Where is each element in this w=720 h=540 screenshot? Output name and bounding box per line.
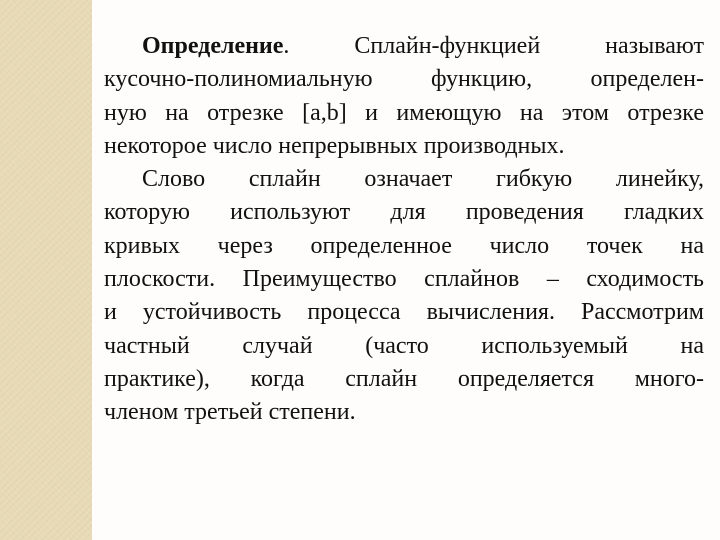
slide xyxy=(92,0,720,540)
paragraph-2-line-3: кривых через определенное число точек на xyxy=(104,232,704,259)
paragraph-2-line-5: и устойчивость процесса вычисления. Рассмотрим xyxy=(104,299,704,326)
slide-text xyxy=(104,30,704,430)
paragraph-2-line-7: практике), когда сплайн определяется много- xyxy=(104,365,704,392)
paragraph-2-line-1: Слово сплайн означает гибкую линейку, xyxy=(142,166,704,193)
paragraph-2-line-4: плоскости. Преимущество сплайнов – сходимость xyxy=(104,266,704,293)
paragraph-1-line-4: некоторое число непрерывных производных. xyxy=(104,132,565,159)
paragraph-2-line-8: членом третьей степени. xyxy=(104,399,356,426)
paragraph-1-line-1 xyxy=(104,30,704,63)
paragraph-1-line-1-text: . Сплайн-функцией называют xyxy=(283,33,704,59)
paragraph-1-line-3: ную на отрезке [a,b] и имеющую на этом отрезке xyxy=(104,99,704,126)
paragraph-2-line-6: частный случай (часто используемый на xyxy=(104,332,704,359)
paragraph-2-line-2: которую используют для проведения гладких xyxy=(104,199,704,226)
paragraph-1-line-2: кусочно-полиномиальную функцию, определен- xyxy=(104,66,704,93)
decorative-side-band xyxy=(0,0,92,540)
definition-term: Определение xyxy=(142,33,284,59)
